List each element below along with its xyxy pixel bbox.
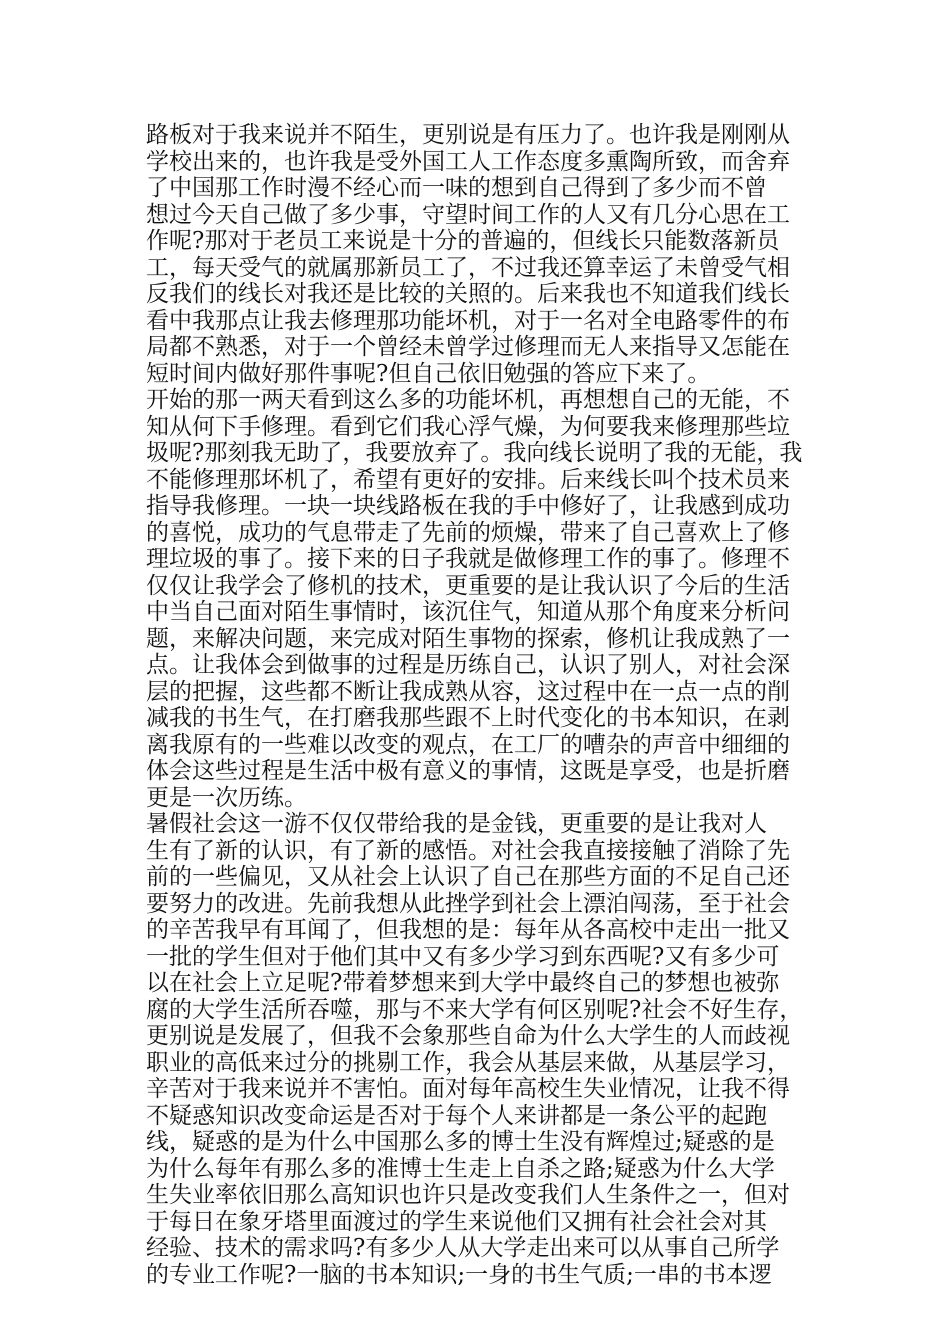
text-line: 不能修理那坏机了，希望有更好的安排。后来线长叫个技术员来 [146, 466, 790, 493]
text-line: 仅仅让我学会了修机的技术，更重要的是让我认识了今后的生活 [146, 572, 790, 599]
text-line: 理垃圾的事了。接下来的日子我就是做修理工作的事了。修理不 [146, 546, 790, 572]
text-line: 职业的高低来过分的挑剔工作，我会从基层来做，从基层学习， [146, 1049, 790, 1076]
text-line: 想过今天自己做了多少事，守望时间工作的人又有几分心思在工 [146, 201, 790, 228]
text-line: 作呢?那对于老员工来说是十分的普遍的，但线长只能数落新员 [146, 228, 780, 254]
text-line: 更别说是发展了，但我不会象那些自命为什么大学生的人而歧视 [146, 1023, 790, 1049]
text-line: 开始的那一两天看到这么多的功能坏机，再想想自己的无能，不 [146, 387, 790, 413]
text-line: 了中国那工作时漫不经心而一味的想到自己得到了多少而不曾 [146, 175, 767, 201]
body-text [146, 122, 808, 1288]
text-line: 生失业率依旧那么高知识也许只是改变我们人生条件之一，但对 [146, 1182, 790, 1208]
text-line: 前的一些偏见，又从社会上认识了自己在那些方面的不足自己还 [146, 864, 790, 890]
text-line: 层的把握，这些都不断让我成熟从容，这过程中在一点一点的削 [146, 678, 790, 705]
text-line: 的喜悦，成功的气息带走了先前的烦燥，带来了自己喜欢上了修 [146, 519, 790, 546]
text-line: 不疑惑知识改变命运是否对于每个人来讲都是一条公平的起跑 [146, 1102, 767, 1129]
text-line: 反我们的线长对我还是比较的关照的。后来我也不知道我们线长 [146, 281, 790, 307]
text-line: 减我的书生气，在打磨我那些跟不上时代变化的书本知识，在剥 [146, 705, 790, 731]
text-line: 一批的学生但对于他们其中又有多少学习到东西呢?又有多少可 [146, 943, 780, 970]
text-line: 体会这些过程是生活中极有意义的事情，这既是享受，也是折磨 [146, 758, 790, 784]
text-line: 中当自己面对陌生事情时，该沉住气，知道从那个角度来分析问 [146, 599, 790, 625]
text-line: 要努力的改进。先前我想从此挫学到社会上漂泊闯荡，至于社会 [146, 890, 790, 917]
text-line: 工，每天受气的就属那新员工了，不过我还算幸运了未曾受气相 [146, 254, 790, 281]
text-line: 知从何下手修理。看到它们我心浮气燥，为何要我来修理那些垃 [146, 413, 790, 440]
text-line: 生有了新的认识，有了新的感悟。对社会我直接接触了消除了先 [146, 837, 790, 864]
text-line: 学校出来的，也许我是受外国工人工作态度多熏陶所致，而舍弃 [146, 148, 790, 175]
text-line: 圾呢?那刻我无助了，我要放弃了。我向线长说明了我的无能，我 [146, 440, 803, 466]
text-line: 辛苦对于我来说并不害怕。面对每年高校生失业情况，让我不得 [146, 1076, 790, 1102]
text-line: 更是一次历练。 [146, 784, 307, 811]
text-line: 线，疑惑的是为什么中国那么多的博士生没有辉煌过;疑惑的是 [146, 1129, 775, 1155]
text-line: 局都不熟悉，对于一个曾经未曾学过修理而无人来指导又怎能在 [146, 334, 790, 360]
text-line: 路板对于我来说并不陌生，更别说是有压力了。也许我是刚刚从 [146, 122, 790, 148]
text-line: 离我原有的一些难以改变的观点，在工厂的嘈杂的声音中细细的 [146, 731, 790, 758]
text-line: 题，来解决问题，来完成对陌生事物的探索，修机让我成熟了一 [146, 625, 790, 652]
text-line: 短时间内做好那件事呢?但自己依旧勉强的答应下来了。 [146, 360, 711, 387]
text-line: 腐的大学生活所吞噬，那与不来大学有何区别呢?社会不好生存， [146, 996, 803, 1023]
text-line: 暑假社会这一游不仅仅带给我的是金钱，更重要的是让我对人 [146, 811, 767, 837]
text-line: 的专业工作呢?一脑的书本知识;一身的书生气质;一串的书本逻 [146, 1261, 772, 1288]
text-line: 指导我修理。一块一块线路板在我的手中修好了，让我感到成功 [146, 493, 790, 519]
text-line: 于每日在象牙塔里面渡过的学生来说他们又拥有社会社会对其 [146, 1208, 767, 1235]
text-line: 的辛苦我早有耳闻了，但我想的是：每年从各高校中走出一批又 [146, 917, 790, 943]
text-line: 为什么每年有那么多的准博士生走上自杀之路;疑惑为什么大学 [146, 1155, 775, 1182]
text-line: 点。让我体会到做事的过程是历练自己，认识了别人，对社会深 [146, 652, 790, 678]
text-line: 看中我那点让我去修理那功能坏机，对于一名对全电路零件的布 [146, 307, 790, 334]
text-line: 经验、技术的需求吗?有多少人从大学走出来可以从事自己所学 [146, 1235, 780, 1261]
text-line: 以在社会上立足呢?带着梦想来到大学中最终自己的梦想也被弥 [146, 970, 780, 996]
